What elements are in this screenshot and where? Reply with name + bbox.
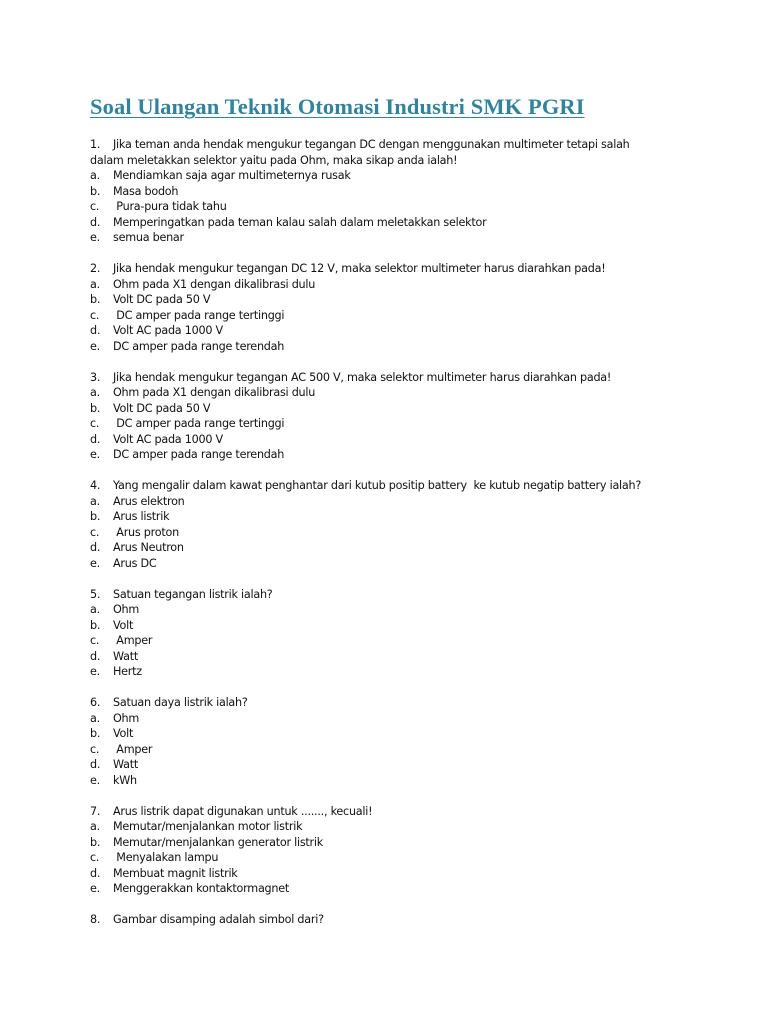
option-text: Volt — [113, 727, 134, 740]
answer-option — [90, 494, 690, 510]
answer-option — [90, 215, 690, 231]
option-letter: b. — [90, 727, 101, 740]
question-4 — [90, 478, 690, 571]
question-text: Yang mengalir dalam kawat penghantar dari kutub positip battery ke kutub negatip battery ialah? — [113, 479, 642, 492]
option-letter: d. — [90, 649, 101, 663]
answer-option — [90, 199, 690, 215]
option-text: Volt DC pada 50 V — [113, 401, 211, 415]
question-7 — [90, 804, 690, 897]
question-stem — [90, 261, 690, 277]
option-letter: a. — [90, 277, 100, 291]
option-text: Amper — [113, 634, 153, 647]
question-number: 8. — [90, 913, 101, 926]
question-3 — [90, 370, 690, 463]
option-text: Memutar/menjalankan motor listrik — [113, 820, 303, 833]
question-5 — [90, 587, 690, 680]
answer-option — [90, 308, 690, 324]
question-text: Satuan daya listrik ialah? — [113, 696, 248, 709]
answer-option — [90, 432, 690, 448]
option-text: Ohm pada X1 dengan dikalibrasi dulu — [113, 386, 316, 399]
answer-option — [90, 323, 690, 339]
answer-option — [90, 773, 690, 789]
option-letter: c. — [90, 308, 100, 322]
answer-option — [90, 866, 690, 882]
answer-option — [90, 556, 690, 572]
question-stem — [90, 587, 690, 603]
option-letter: e. — [90, 556, 100, 570]
answer-option — [90, 881, 690, 897]
question-text: Jika hendak mengukur tegangan DC 12 V, maka selektor multimeter harus diarahkan pada! — [113, 262, 606, 275]
option-text: Arus Neutron — [113, 541, 184, 554]
question-list — [90, 137, 690, 928]
question-8 — [90, 912, 690, 928]
option-text: Arus DC — [113, 556, 157, 570]
option-letter: a. — [90, 711, 100, 725]
answer-option — [90, 649, 690, 665]
option-letter: a. — [90, 494, 100, 508]
option-text: Watt — [113, 758, 138, 771]
question-number: 1. — [90, 138, 101, 151]
option-text: Arus listrik — [113, 510, 170, 523]
question-text-continued: dalam meletakkan selektor yaitu pada Ohm, maka sikap anda ialah! — [90, 153, 458, 167]
option-letter: d. — [90, 866, 101, 880]
option-letter: e. — [90, 665, 100, 678]
option-letter: d. — [90, 541, 101, 554]
option-letter: a. — [90, 820, 100, 833]
answer-option — [90, 525, 690, 541]
option-text: Ohm pada X1 dengan dikalibrasi dulu — [113, 277, 316, 291]
option-text: Volt DC pada 50 V — [113, 293, 211, 306]
option-text: kWh — [113, 773, 137, 787]
option-letter: b. — [90, 184, 101, 198]
option-letter: c. — [90, 417, 100, 430]
answer-option — [90, 602, 690, 618]
option-text: Menyalakan lampu — [113, 851, 219, 864]
option-letter: a. — [90, 386, 100, 399]
option-text: DC amper pada range terendah — [113, 448, 285, 461]
option-letter: c. — [90, 851, 100, 864]
option-text: Pura-pura tidak tahu — [113, 200, 227, 213]
option-text: DC amper pada range tertinggi — [113, 417, 285, 430]
answer-option — [90, 850, 690, 866]
answer-option — [90, 509, 690, 525]
option-letter: c. — [90, 525, 100, 539]
option-text: semua benar — [113, 231, 184, 244]
question-number: 2. — [90, 262, 101, 275]
option-text: Ohm — [113, 711, 140, 725]
answer-option — [90, 726, 690, 742]
option-letter: e. — [90, 339, 100, 353]
answer-option — [90, 277, 690, 293]
document-page — [90, 94, 690, 943]
option-text: Ohm — [113, 603, 140, 616]
answer-option — [90, 447, 690, 463]
option-letter: d. — [90, 758, 101, 771]
option-text: Memperingatkan pada teman kalau salah dalam meletakkan selektor — [113, 215, 487, 229]
option-letter: a. — [90, 603, 100, 616]
answer-option — [90, 385, 690, 401]
option-text: Mendiamkan saja agar multimeternya rusak — [113, 169, 351, 182]
question-stem — [90, 370, 690, 386]
option-text: DC amper pada range tertinggi — [113, 308, 285, 322]
question-1 — [90, 137, 690, 246]
option-letter: b. — [90, 510, 101, 523]
question-text: Jika hendak mengukur tegangan AC 500 V, maka selektor multimeter harus diarahkan pada! — [113, 370, 612, 384]
option-letter: b. — [90, 293, 101, 306]
answer-option — [90, 633, 690, 649]
option-text: Membuat magnit listrik — [113, 866, 238, 880]
option-letter: b. — [90, 401, 101, 415]
option-letter: b. — [90, 835, 101, 849]
answer-option — [90, 757, 690, 773]
option-text: Amper — [113, 742, 153, 756]
answer-option — [90, 230, 690, 246]
answer-option — [90, 664, 690, 680]
question-6 — [90, 695, 690, 788]
option-text: Volt AC pada 1000 V — [113, 324, 223, 337]
answer-option — [90, 416, 690, 432]
question-number: 4. — [90, 479, 101, 492]
option-text: Memutar/menjalankan generator listrik — [113, 835, 323, 849]
answer-option — [90, 742, 690, 758]
document-title: Soal Ulangan Teknik Otomasi Industri SMK PGRI — [90, 94, 585, 119]
option-letter: d. — [90, 432, 101, 446]
option-text: Watt — [113, 649, 138, 663]
option-letter: c. — [90, 200, 100, 213]
answer-option — [90, 540, 690, 556]
answer-option — [90, 401, 690, 417]
option-text: Masa bodoh — [113, 184, 179, 198]
option-letter: e. — [90, 448, 100, 461]
question-stem — [90, 912, 690, 928]
answer-option — [90, 292, 690, 308]
answer-option — [90, 819, 690, 835]
question-text: Jika teman anda hendak mengukur tegangan DC dengan menggunakan multimeter tetapi salah — [113, 138, 630, 151]
question-number: 7. — [90, 804, 101, 818]
question-number: 3. — [90, 370, 101, 384]
question-stem — [90, 478, 690, 494]
option-text: Menggerakkan kontaktormagnet — [113, 882, 290, 895]
question-text: Arus listrik dapat digunakan untuk ......., kecuali! — [113, 804, 373, 818]
question-stem — [90, 804, 690, 820]
option-letter: c. — [90, 634, 100, 647]
option-letter: b. — [90, 618, 101, 632]
answer-option — [90, 168, 690, 184]
question-number: 6. — [90, 696, 101, 709]
answer-option — [90, 711, 690, 727]
option-text: DC amper pada range terendah — [113, 339, 285, 353]
question-number: 5. — [90, 587, 101, 601]
option-letter: e. — [90, 231, 100, 244]
option-letter: e. — [90, 773, 100, 787]
option-letter: e. — [90, 882, 100, 895]
question-2 — [90, 261, 690, 354]
option-text: Volt AC pada 1000 V — [113, 432, 223, 446]
question-stem — [90, 695, 690, 711]
option-letter: d. — [90, 324, 101, 337]
option-letter: d. — [90, 215, 101, 229]
answer-option — [90, 618, 690, 634]
answer-option — [90, 339, 690, 355]
option-text: Volt — [113, 618, 134, 632]
question-text: Satuan tegangan listrik ialah? — [113, 587, 273, 601]
answer-option — [90, 835, 690, 851]
option-letter: c. — [90, 742, 100, 756]
question-text: Gambar disamping adalah simbol dari? — [113, 913, 324, 926]
question-stem — [90, 137, 690, 153]
option-text: Arus proton — [113, 525, 179, 539]
option-text: Hertz — [113, 665, 142, 678]
answer-option — [90, 184, 690, 200]
option-letter: a. — [90, 169, 100, 182]
option-text: Arus elektron — [113, 494, 185, 508]
